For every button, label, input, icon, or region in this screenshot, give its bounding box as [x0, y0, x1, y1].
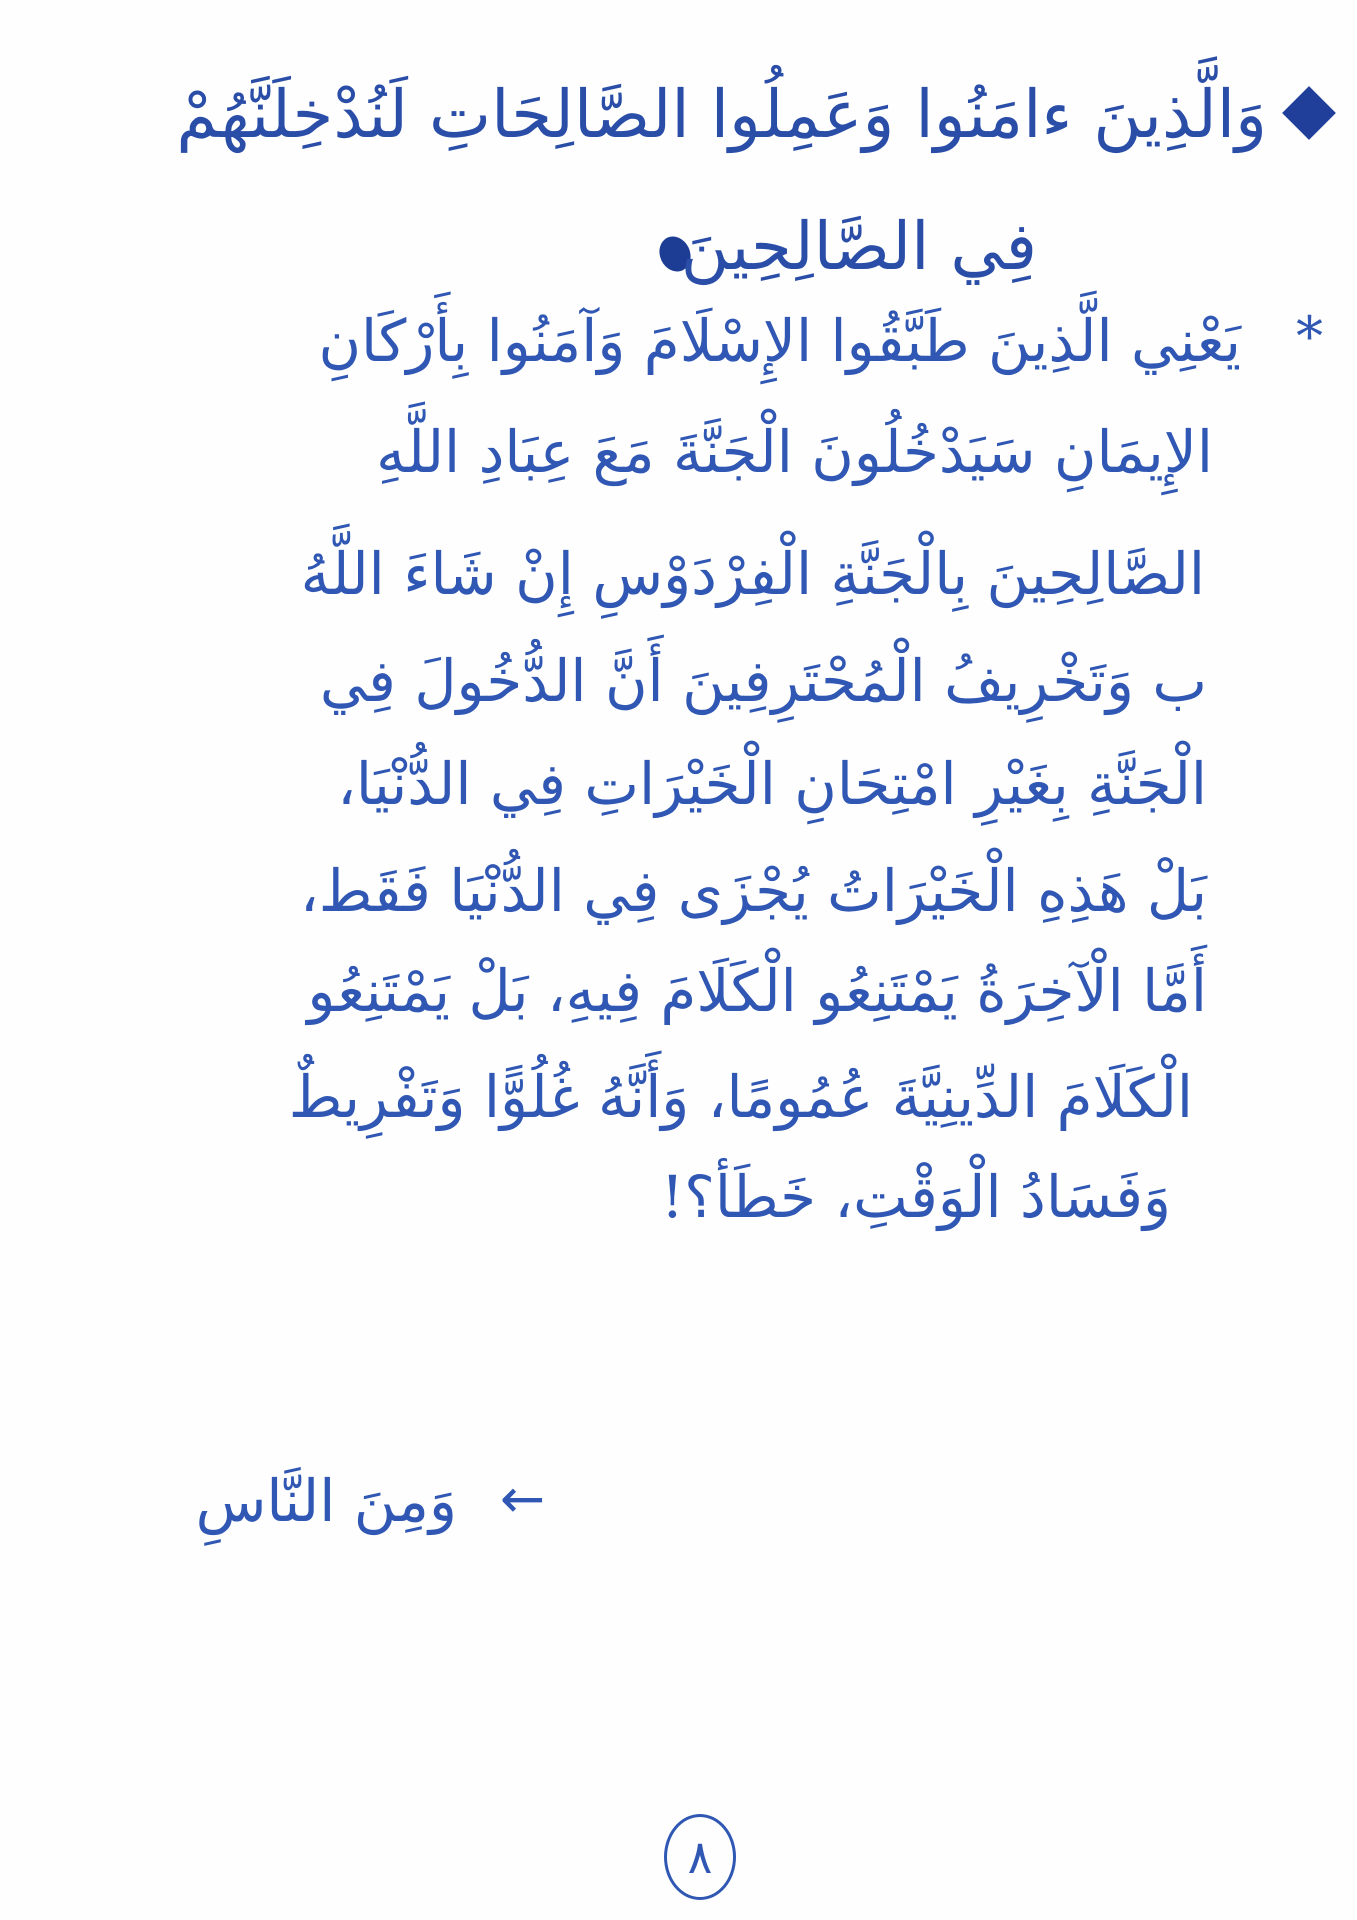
- commentary-line-3: الصَّالِحِينَ بِالْجَنَّةِ الْفِرْدَوْسِ إِنْ شَاءَ اللَّهُ: [300, 540, 1205, 608]
- commentary-line-2: الإِيمَانِ سَيَدْخُلُونَ الْجَنَّةَ مَعَ عِبَادِ اللَّهِ: [376, 418, 1213, 486]
- left-arrow-icon: ←: [500, 1467, 546, 1530]
- commentary-line-4: ب وَتَخْرِيفُ الْمُحْتَرِفِينَ أَنَّ الدُّخُولَ فِي: [319, 647, 1207, 715]
- verse-line-2: فِي الصَّالِحِينَ: [680, 208, 1037, 285]
- commentary-line-1: يَعْنِي الَّذِينَ طَبَّقُوا الإِسْلَامَ وَآمَنُوا بِأَرْكَانِ: [318, 307, 1241, 375]
- commentary-line-6: بَلْ هَذِهِ الْخَيْرَاتُ يُجْزَى فِي الدُّنْيَا فَقَط،: [300, 857, 1207, 925]
- commentary-line-5: الْجَنَّةِ بِغَيْرِ امْتِحَانِ الْخَيْرَاتِ فِي الدُّنْيَا،: [337, 750, 1207, 818]
- page-number: ٨: [664, 1814, 736, 1900]
- commentary-line-7: أَمَّا الْآخِرَةُ يَمْتَنِعُو الْكَلَامَ فِيهِ، بَلْ يَمْتَنِعُو: [307, 957, 1207, 1025]
- verse-line-1: وَالَّذِينَ ءامَنُوا وَعَمِلُوا الصَّالِحَاتِ لَنُدْخِلَنَّهُمْ: [176, 76, 1267, 153]
- footer-note: وَمِنَ النَّاسِ: [195, 1467, 457, 1535]
- diamond-bullet-icon: [1282, 86, 1336, 140]
- commentary-line-9: وَفَسَادُ الْوَقْتِ، خَطَأ؟!: [660, 1163, 1171, 1231]
- commentary-star-marker: *: [1296, 305, 1323, 368]
- commentary-line-8: الْكَلَامَ الدِّينِيَّةَ عُمُومًا، وَأَنَّهُ غُلُوًّا وَتَفْرِيطٌ: [288, 1063, 1193, 1131]
